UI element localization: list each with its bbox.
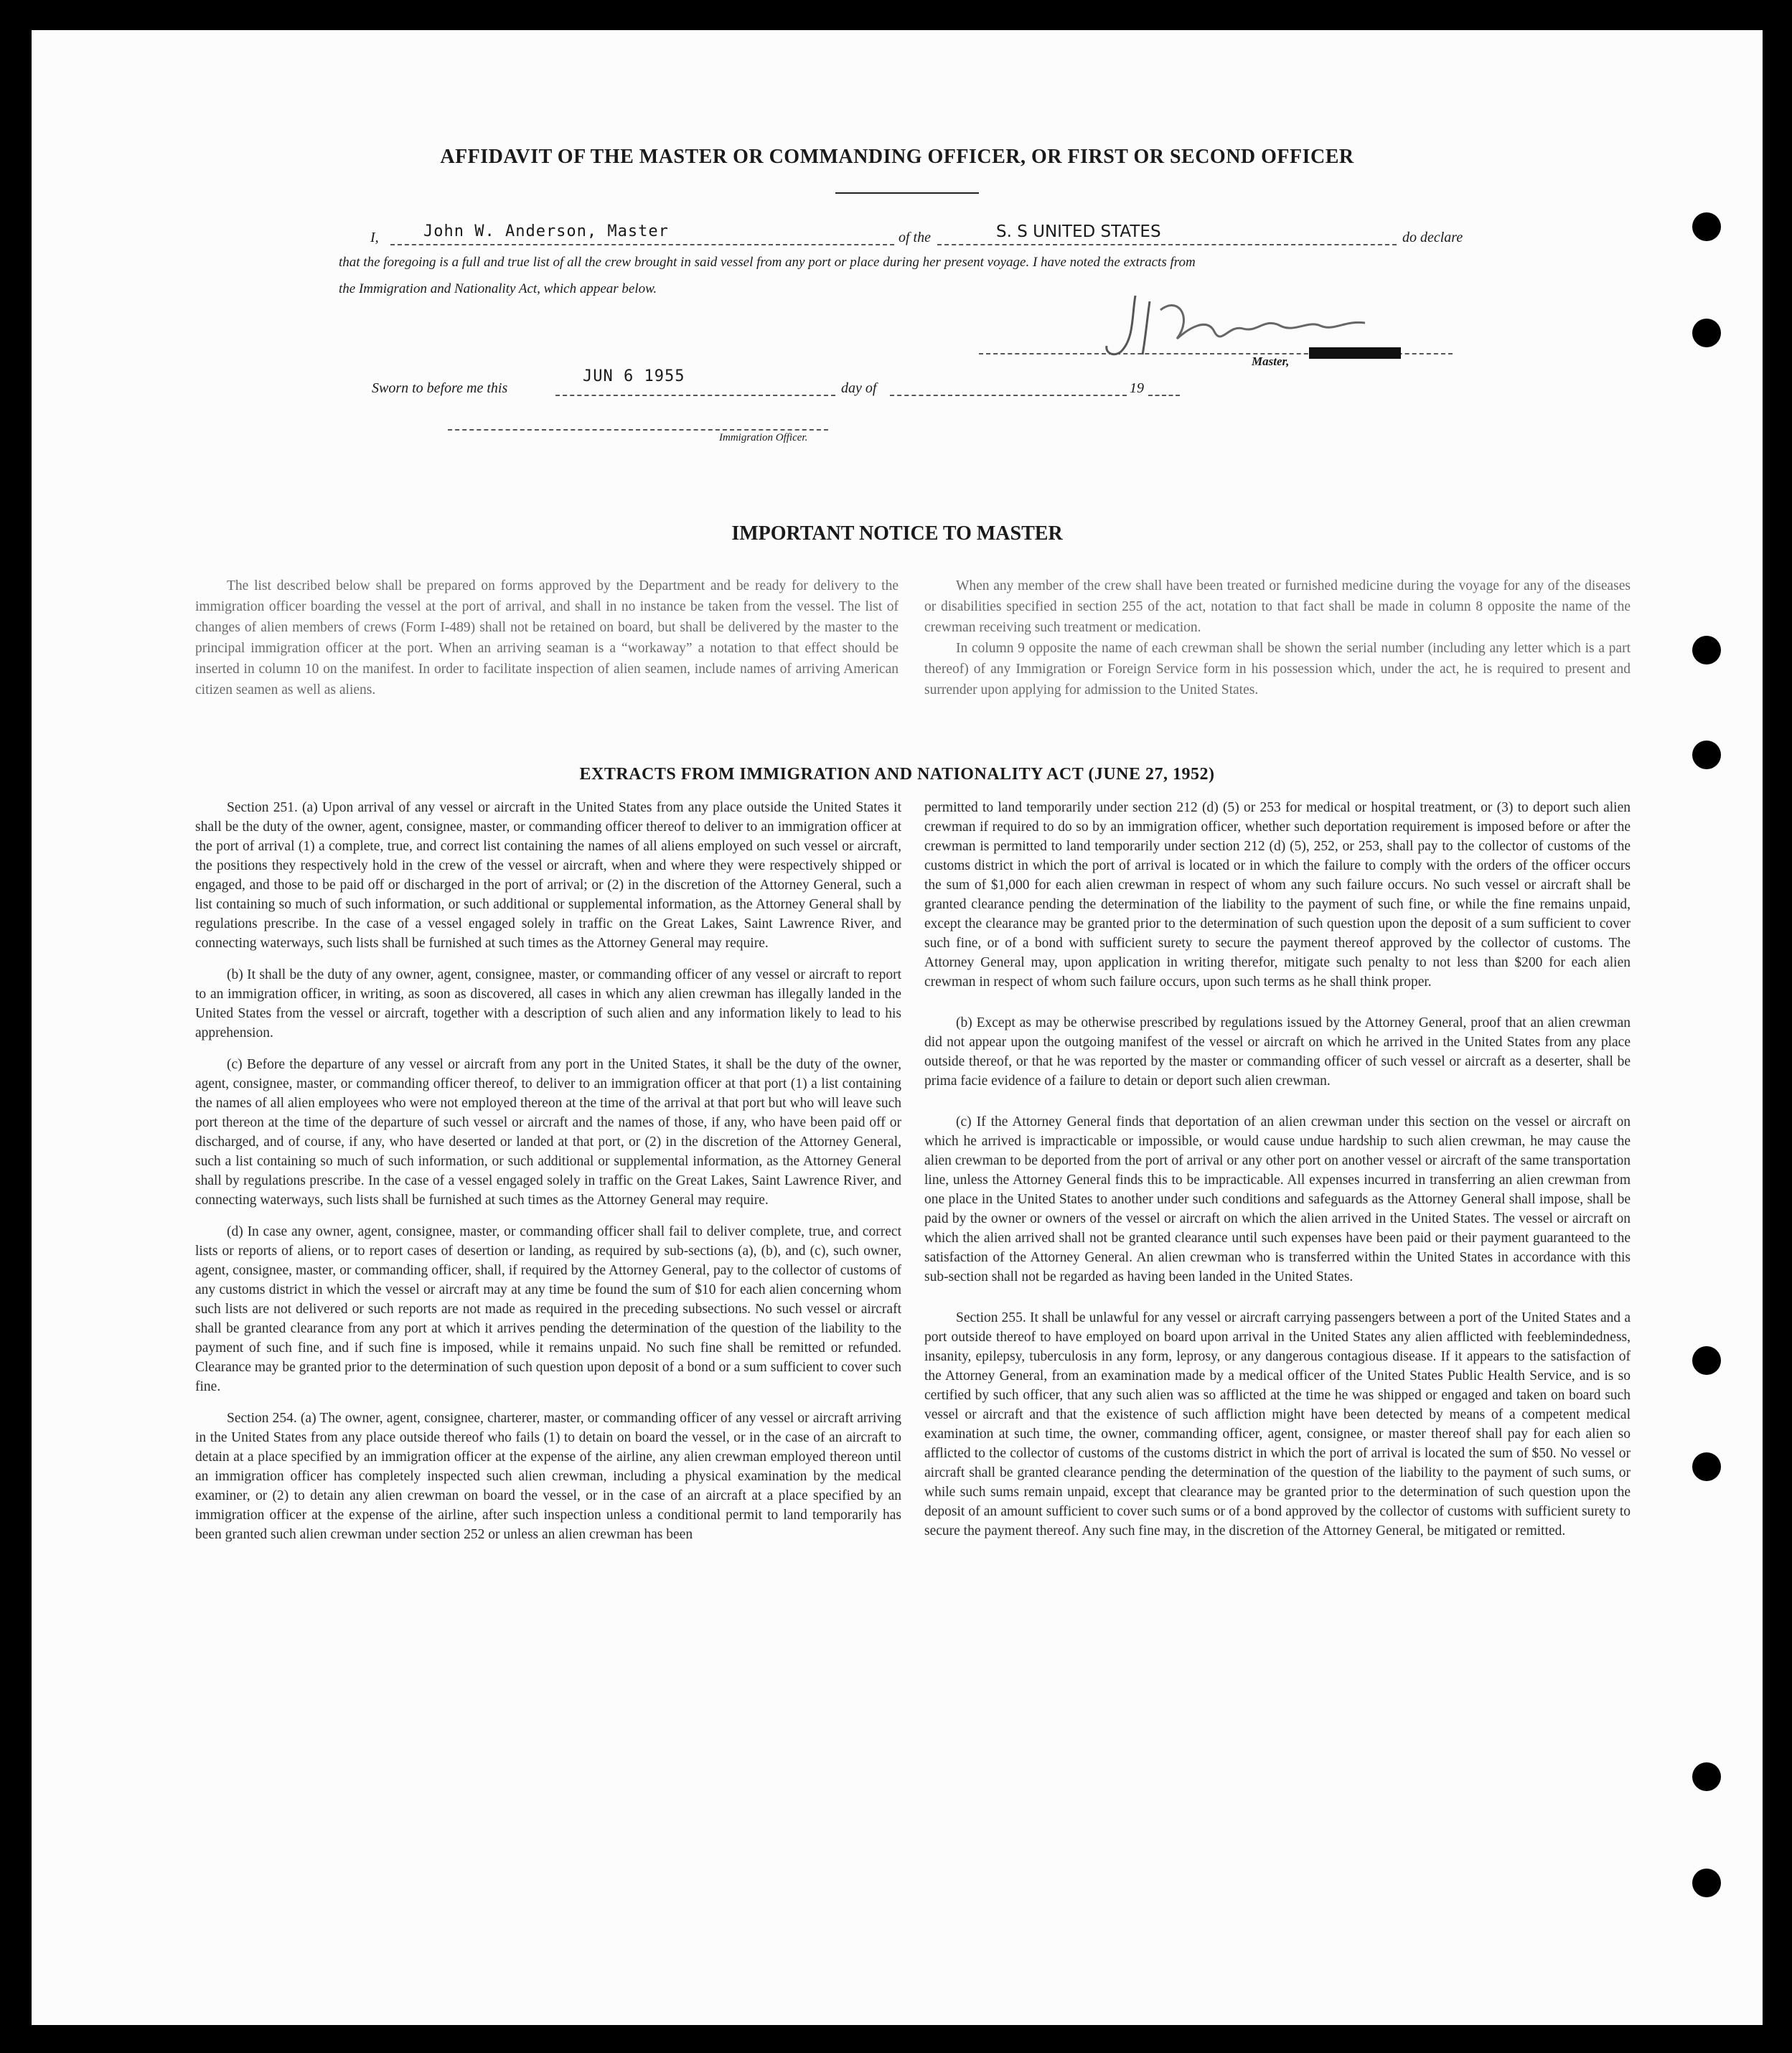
- punch-hole: [1692, 212, 1721, 241]
- punch-hole: [1692, 1346, 1721, 1375]
- do-declare-label: do declare: [1402, 230, 1463, 245]
- extracts-left-column: [195, 798, 901, 1556]
- notice-left-paragraph: The list described below shall be prepared on forms approved by the Department and be ready for delivery to the immigration officer boarding the vessel at the port of arrival, and shall in no instance be taken from the vessel. The list of changes of alien members of crews (Form I-489) shall not be retained on board, but shall be delivered by the master to the principal immigration officer at the port. When an arriving seaman is a “workaway” a notation to that effect should be inserted in column 10 on the manifest. In order to facilitate inspection of alien seamen, include names of arriving American citizen seamen as well as aliens.: [195, 578, 899, 697]
- document-sheet: [32, 30, 1763, 2025]
- signature-caption: Master,: [1252, 354, 1290, 368]
- officer-caption: Immigration Officer.: [719, 432, 808, 443]
- sworn-date-line: [555, 393, 835, 396]
- vessel-name: S. S UNITED STATES: [996, 222, 1161, 241]
- year-line: [1148, 393, 1180, 396]
- punch-hole: [1692, 1762, 1721, 1791]
- declarant-line: [390, 243, 894, 245]
- section-255: Section 255. It shall be unlawful for any vessel or aircraft carrying passengers between a port of the United States and a port outside thereof to have employed on board upon arrival in the United States any alien afflicted with feeblemindedness, insanity, epilepsy, tuberculosis in any form, leprosy, or any dangerous contagious disease. If it appears to the satisfaction of the Attorney General, from an examination made by a medical officer of the United States Public Health Service, and is so certified by such officer, that any such alien was so afflicted at the time he was shipped or engaged and taken on board such vessel or aircraft and that the existence of such affliction might have been detected by means of a competent medical examination at such time, the owner, commanding officer, agent, consignee, or master thereof shall pay for each alien so afflicted to the collector of customs of the customs district in which the port of arrival is located the sum of $50. No vessel or aircraft shall be granted clearance pending the determination of the question of the liability to the payment of such sums, or while such sums remain unpaid, except that clearance may be granted prior to the determination of such question upon the deposit of an amount sufficient to cover such sums or of a bond approved by the collector of customs with sufficient surety to secure the payment thereof. Any such fine may, in the discretion of the Attorney General, be mitigated or remitted.: [924, 1310, 1631, 1538]
- notice-right-column: [924, 576, 1631, 713]
- section-254-b: (b) Except as may be otherwise prescribed by regulations issued by the Attorney General, proof that an alien crewman did not appear upon the outgoing manifest of the vessel or aircraft on which he arrived in the United States from any place outside thereof, or that he was reported by the master or commanding officer of such vessel or aircraft as a deserter, shall be prima facie evidence of a failure to detain or deport such alien crewman.: [924, 1015, 1631, 1089]
- notice-title: IMPORTANT NOTICE TO MASTER: [731, 522, 1063, 545]
- vessel-line: [937, 243, 1397, 245]
- sworn-date-stamp: JUN 6 1955: [583, 367, 685, 385]
- sworn-label: Sworn to before me this: [372, 380, 508, 396]
- notice-left-column: [195, 576, 899, 713]
- declarant-prefix: I,: [370, 230, 379, 245]
- affidavit-statement-line-1: that the foregoing is a full and true list of all the crew brought in said vessel from any port or place during her present voyage. I have noted the extracts from: [339, 255, 1196, 270]
- section-254-c: (c) If the Attorney General finds that deportation of an alien crewman under this section on the vessel or aircraft on which he arrived is impracticable or impossible, or would cause undue hardship to such alien crewman, he may cause the alien crewman to be deported from the port of arrival or any other port on another vessel or aircraft of the same transportation line, unless the Attorney General finds this to be impracticable. All expenses incurred in transferring an alien crewman from one place in the United States to another under such conditions and safeguards as the Attorney General shall impose, shall be paid by the owner or owners of the vessel or aircraft on which the alien arrived in the United States. The vessel or aircraft on which the alien arrived shall not be granted clearance until such expenses have been paid or their payment guaranteed to the satisfaction of the Attorney General. An alien crewman who is transferred within the United States in accordance with this sub-section shall not be regarded as having been landed in the United States.: [924, 1114, 1631, 1284]
- section-254-a: Section 254. (a) The owner, agent, consignee, charterer, master, or commanding officer of any vessel or aircraft arriving in the United States from any place outside thereof who fails (1) to detain on board the vessel, or in the case of an aircraft to detain at a place specified by an immigration officer at the expense of the airline, any alien crewman employed thereon until an immigration officer has completely inspected such alien crewman, including a physical examination by the medical examiner, or (2) to detain any alien crewman on board the vessel, or in the case of an aircraft at a place specified by an immigration officer at the expense of the airline, after such inspection unless a conditional permit to land temporarily has been granted such alien crewman under section 252 or unless an alien crewman has been: [195, 1411, 901, 1542]
- section-251-d: (d) In case any owner, agent, consignee, master, or commanding officer shall fail to deliver complete, true, and correct lists or reports of aliens, or to report cases of desertion or landing, as required by sub-sections (a), (b), and (c), such owner, agent, consignee, master, or commanding officer, shall, if required by the Attorney General, pay to the collector of customs of any customs district in which the vessel or aircraft may at any time be found the sum of $10 for each alien concerning whom such lists are not delivered or such reports are not made as required in the preceding subsections. No such vessel or aircraft shall be granted clearance from any port at which it arrives pending the determination of the question of the liability to the payment of such fine, and if such fine is imposed, while it remains unpaid. No such fine shall be remitted or refunded. Clearance may be granted prior to the determination of such question upon deposit of a bond or a sum sufficient to cover such fine.: [195, 1224, 901, 1394]
- notice-right-paragraph-2: In column 9 opposite the name of each crewman shall be shown the serial number (including any letter which is a part thereof) of any Immigration or Foreign Service form in his possession which, under the act, he is required to present and surrender upon applying for admission to the United States.: [924, 641, 1631, 697]
- notice-right-paragraph-1: When any member of the crew shall have been treated or furnished medicine during the voyage for any of the diseases or disabilities specified in section 255 of the act, notation to that fact shall be made in column 8 opposite the name of the crewman receiving such treatment or medication.: [924, 578, 1631, 635]
- section-251-b: (b) It shall be the duty of any owner, agent, consignee, master, or commanding officer of any vessel or aircraft to report to an immigration officer, in writing, as soon as discovered, all cases in which any alien crewman has illegally landed in the United States from the vessel or aircraft, together with a description of such alien and any information likely to lead to his apprehension.: [195, 967, 901, 1040]
- month-line: [890, 393, 1127, 396]
- section-251-c: (c) Before the departure of any vessel or aircraft from any port in the United States, it shall be the duty of the owner, agent, consignee, master, or commanding officer thereof, to deliver to an immigration officer at that port (1) a list containing the names of all alien employees who were not employed thereon at the time of the arrival at that port but who will leave such port thereon at the time of the departure of such vessel or aircraft and the names of those, if any, who have been paid off or discharged, and of course, if any, who have deserted or landed at that port, or (2) in the discretion of the Attorney General, such a list containing so much of such information, or such additional or supplemental information, as the Attorney General shall by regulations prescribe. In the case of a vessel engaged solely in traffic on the Great Lakes, Saint Lawrence River, and connecting waterways, such lists shall be furnished at such times as the Attorney General may require.: [195, 1057, 901, 1208]
- punch-hole: [1692, 1452, 1721, 1481]
- section-254-a-continued: permitted to land temporarily under section 212 (d) (5) or 253 for medical or hospital treatment, or (3) to deport such alien crewman if required to do so by an immigration officer, whether such deportation requirement is imposed before or after the crewman is permitted to land temporarily under section 212 (d) (5), 252, or 253, shall pay to the collector of customs of the customs district in which the port of arrival is located or in which the failure to comply with the orders of the officer occurs the sum of $1,000 for each alien crewman in respect of whom any such failure occurs. No such vessel or aircraft shall be granted clearance pending the determination of the liability to the payment of such fine, or while the fine remains unpaid, except the clearance may be granted prior to the determination of such question upon the deposit of a sum sufficient to cover such fine, or of a bond with sufficient surety to secure the payment thereof approved by the collector of customs. The Attorney General may, upon application in writing therefor, mitigate such penalty to not less than $200 for each alien crewman in respect of whom such failure occurs, upon such terms as he shall think proper.: [924, 800, 1631, 990]
- declarant-name: John W. Anderson, Master: [423, 222, 669, 240]
- title-divider: [835, 192, 979, 194]
- of-the-label: of the: [899, 230, 931, 245]
- extracts-right-column: [924, 798, 1631, 1553]
- affidavit-title: AFFIDAVIT OF THE MASTER OR COMMANDING OFFICER, OR FIRST OR SECOND OFFICER: [440, 146, 1354, 168]
- punch-hole: [1692, 1869, 1721, 1897]
- punch-hole: [1692, 319, 1721, 347]
- affidavit-statement-line-2: the Immigration and Nationality Act, which appear below.: [339, 281, 657, 296]
- day-of-label: day of: [841, 380, 877, 396]
- extracts-title: EXTRACTS FROM IMMIGRATION AND NATIONALITY ACT (JUNE 27, 1952): [579, 765, 1215, 784]
- punch-hole: [1692, 636, 1721, 664]
- year-prefix: 19: [1130, 380, 1144, 396]
- section-251-a: Section 251. (a) Upon arrival of any vessel or aircraft in the United States from any place outside the United States it shall be the duty of the owner, agent, consignee, master, or commanding officer thereof to deliver to an immigration officer at the port of arrival (1) a complete, true, and correct list containing the names of all aliens employed on such vessel or aircraft, the positions they respectively hold in the crew of the vessel or aircraft, when and where they were respectively shipped or engaged, and those to be paid off or discharged in the port of arrival; or (2) in the discretion of the Attorney General, such a list containing so much of such information, or such additional or supplemental information, as the Attorney General shall by regulations prescribe. In the case of a vessel engaged solely in traffic on the Great Lakes, Saint Lawrence River, and connecting waterways, such lists shall be furnished at such times as the Attorney General may require.: [195, 800, 901, 951]
- officer-signature-line: [448, 428, 828, 431]
- redaction-mark: [1309, 347, 1401, 359]
